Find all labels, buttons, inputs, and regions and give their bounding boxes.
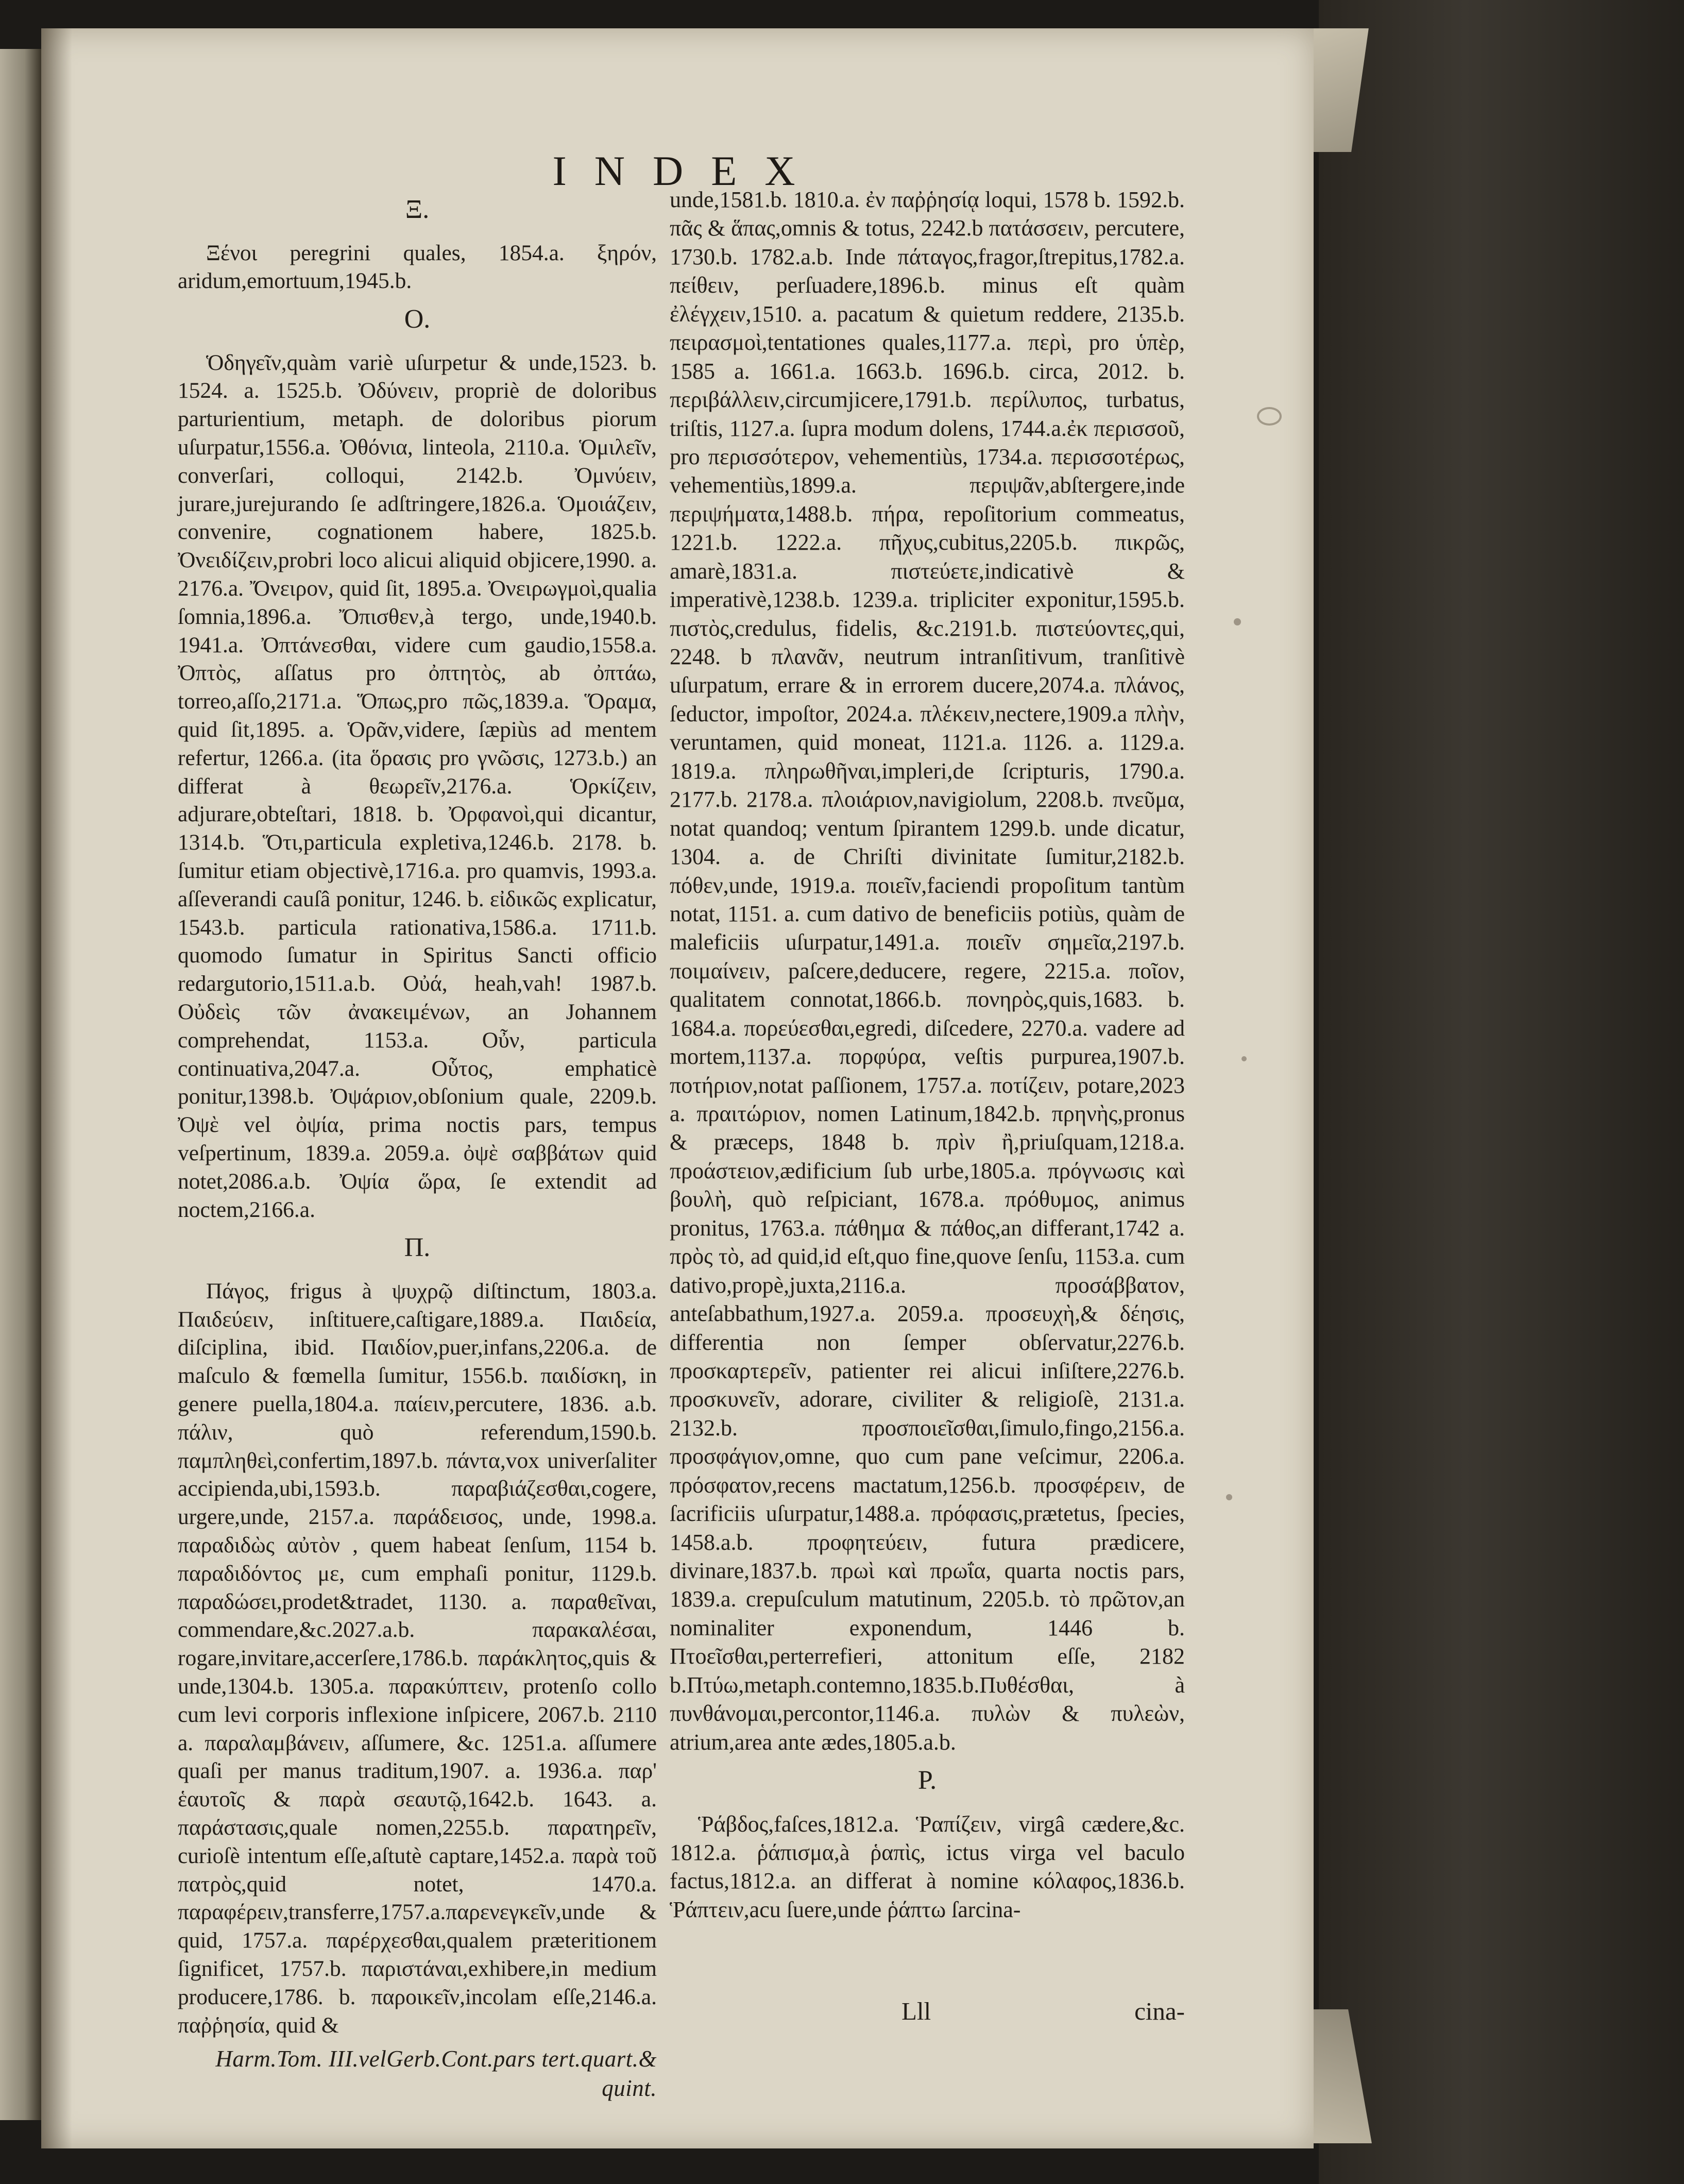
- section-letter-pi: Π.: [404, 1233, 431, 1263]
- page-header: INDEX: [552, 147, 823, 194]
- entry-paragraph: Ξένοι peregrini quales, 1854.a. ξηρόν, aridum,emortuum,1945.b.: [178, 240, 657, 294]
- section-letter-o: O.: [404, 304, 431, 334]
- paper-speck: [1241, 1056, 1247, 1061]
- section-letter-xi: Ξ.: [405, 195, 430, 224]
- entry-paragraph: Πάγος, frigus à ψυχρῷ diſtinctum, 1803.a. Παιδεύειν, inſtituere,caſtigare,1889.a. Παιδεία, diſciplina, ibid. Παιδίον,puer,infans,2206.a. de maſculo & fœmella ſumitur, 1556.b. παιδίσκη, in genere puella,1804.a. παίειν,percutere, 1836. a.b. πάλιν, quò referendum,1590.b. παμπληθεὶ,confertim,1897.b. πάντα,vox univerſaliter accipienda,ubi,1593.b. παραβιάζεσθαι,cogere, urgere,unde, 2157.a. παράδεισος, unde, 1998.a. παραδιδὼς αὐτὸν , quem habeat ſenſum, 1154 b. παραδιδόντος με, cum emphaſi ponitur, 1129.b. παραδώσει,prodet&tradet, 1130. a. παραθεῖναι, commendare,&c.2027.a.b. παρακαλέσαι, rogare,invitare,accerſere,1786.b. παράκλητος,quis & unde,1304.b. 1305.a. παρακύπτειν, protenſo collo cum levi corporis inflexione inſpicere, 2067.b. 2110 a. παραλαμβάνειν, aſſumere, &c. 1251.a. aſſumere quaſi per manus traditum,1907. a. 1936.a. παρ' ἑαυτοῖς & παρὰ σεαυτῷ,1642.b. 1643. a. παράστασις,quale nomen,2255.b. παρατηρεῖν, curioſè intentum eſſe,aſtutè captare,1452.a. παρὰ τοῦ πατρὸς,quid notet, 1470.a. παραφέρειν,transferre,1757.a.παρενεγκεῖν,unde & quid, 1757.a. παρέρχεσθαι,qualem præteritionem ſignificet, 1757.b. παριστάναι,exhibere,in medium producere,1786. b. παροικεῖν,incolam eſſe,2146.a. παῤῥησία, quid &: [178, 1278, 657, 2038]
- footer-reference: Harm.Tom. III.velGerb.Cont.pars tert.quart.& quint.: [215, 2046, 657, 2102]
- catchword: cina-: [1134, 1997, 1185, 2025]
- entry-paragraph: Ῥάβδος,faſces,1812.a. Ῥαπίζειν, virgâ cædere,&c. 1812.a. ῥάπισμα,à ῥαπὶς, ictus virga vel baculo factus,1812.a. an differat à nomine κόλαφος,1836.b. Ῥάπτειν,acu ſuere,unde ῥάπτω ſarcina-: [670, 1811, 1185, 1922]
- paper-speck: [1226, 1494, 1232, 1500]
- entry-paragraph: unde,1581.b. 1810.a. ἐν παῤῥησίᾳ loqui, 1578 b. 1592.b. πᾶς & ἅπας,omnis & totus, 2242.b πατάσσειν, percutere, 1730.b. 1782.a.b. Inde πάταγος,fragor,ſtrepitus,1782.a. πείθειν, perſuadere,1896.b. minus eſt quàm ἐλέγχειν,1510. a. pacatum & quietum reddere, 2135.b. πειρασμοὶ,tentationes quales,1177.a. περὶ, pro ὑπὲρ, 1585 a. 1661.a. 1663.b. 1696.b. circa, 2012. b. περιβάλλειν,circumjicere,1791.b. περίλυπος, turbatus, triſtis, 1127.a. ſupra modum dolens, 1744.a.ἐκ περισσοῦ, pro περισσότερον, vehementiùs, 1734.a. περισσοτέρως, vehementiùs,1899.a. περιψᾶν,abſtergere,inde περιψήματα,1488.b. πήρα, repoſitorium commeatus, 1221.b. 1222.a. πῆχυς,cubitus,2205.b. πικρῶς, amarè,1831.a. πιστεύετε,indicativè & imperativè,1238.b. 1239.a. tripliciter exponitur,1595.b. πιστὸς,credulus, fidelis, &c.2191.b. πιστεύοντες,qui, 2248. b πλανᾶν, neutrum intranſitivum, tranſitivè uſurpatum, errare & in errorem ducere,2074.a. πλάνος, ſeductor, impoſtor, 2024.a. πλέκειν,nectere,1909.a πλὴν, veruntamen, quid moneat, 1121.a. 1126. a. 1129.a. 1819.a. πληρωθῆναι,impleri,de ſcripturis, 1790.a. 2177.b. 2178.a. πλοιάριον,navigiolum, 2208.b. πνεῦμα, notat quandoq; ventum ſpirantem 1299.b. unde dicatur, 1304. a. de Chriſti divinitate ſumitur,2182.b. πόθεν,unde, 1919.a. ποιεῖν,faciendi propoſitum tantùm notat, 1151. a. cum dativo de beneficiis potiùs, quàm de maleficiis uſurpatur,1491.a. ποιεῖν σημεῖα,2197.b. ποιμαίνειν, paſcere,deducere, regere, 2215.a. ποῖον, qualitatem connotat,1866.b. πονηρὸς,quis,1683. b. 1684.a. πορεύεσθαι,egredi, diſcedere, 2270.a. vadere ad mortem,1137.a. πορφύρα, veſtis purpurea,1907.b. ποτήριον,notat paſſionem, 1757.a. ποτίζειν, potare,2023 a. πραιτώριον, nomen Latinum,1842.b. πρηνὴς,pronus & præceps, 1848 b. πρὶν ἢ,priuſquam,1218.a. προάστειον,ædificium ſub urbe,1805.a. πρόγνωσις καὶ βουλὴ, quò reſpiciant, 1678.a. πρόθυμος, animus pronitus, 1763.a. πάθημα & πάθος,an differant,1742 a. πρὸς τὸ, ad quid,id eſt,quo fine,quove ſenſu, 1153.a. cum dativo,propè,juxta,2116.a. προσάββατον, anteſabbathum,1927.a. 2059.a. προσευχὴ,& δέησις, differentia non ſemper obſervatur,2276.b. προσκαρτερεῖν, patienter rei alicui inſiſtere,2276.b. προσκυνεῖν, adorare, civiliter & religioſè, 2131.a. 2132.b. προσποιεῖσθαι,ſimulo,fingo,2156.a. προσφάγιον,omne, quo cum pane veſcimur, 2206.a. πρόσφατον,recens mactatum,1256.b. προσφέρειν, de ſacrificiis uſurpatur,1488.a. πρόφασις,prætetus, ſpecies, 1458.a.b. προφητεύειν, futura prædicere, divinare,1837.b. πρωὶ καὶ πρωΐα, quarta noctis pars, 1839.a. crepuſculum matutinum, 2205.b. τὸ πρῶτον,an nominaliter exponendum, 1446 b. Πτοεῖσθαι,perterrefieri, attonitum eſſe, 2182 b.Πτύω,metaph.contemno,1835.b.Πυθέσθαι, à πυνθάνομαι,percontor,1146.a. πυλὼν & πυλεὼν, atrium,area ante ædes,1805.a.b.: [670, 187, 1185, 1755]
- left-page-edge: [0, 49, 41, 2120]
- left-column: [178, 185, 657, 2103]
- book-cover-edge: [1319, 0, 1684, 2184]
- page-gutter-shadow: [41, 28, 72, 2148]
- right-column: [670, 185, 1185, 1929]
- section-letter-rho: P.: [917, 1766, 937, 1796]
- entry-paragraph: Ὁδηγεῖν,quàm variè uſurpetur & unde,1523. b. 1524. a. 1525.b. Ὀδύνειν, propriè de doloribus parturientium, metaph. de doloribus piorum uſurpatur,1556.a. Ὀθόνια, linteola, 2110.a. Ὁμιλεῖν, converſari, colloqui, 2142.b. Ὀμνύειν, jurare,jurejurando ſe adſtringere,1826.a. Ὁμοιάζειν, convenire, cognationem habere, 1825.b. Ὀνειδίζειν,probri loco alicui aliquid objicere,1990. a. 2176.a. Ὄνειρον, quid ſit, 1895.a. Ὀνειρωγμοὶ,qualia ſomnia,1896.a. Ὄπισθεν,à tergo, unde,1940.b. 1941.a. Ὀπτάνεσθαι, videre cum gaudio,1558.a. Ὀπτὸς, aſſatus pro ὀπτητὸς, ab ὀπτάω, torreo,aſſo,2171.a. Ὅπως,pro πῶς,1839.a. Ὅραμα, quid ſit,1895. a. Ὁρᾶν,videre, ſæpiùs ad mentem refertur, 1266.a. (ita ὅρασις pro γνῶσις, 1273.b.) an differat à θεωρεῖν,2176.a. Ὁρκίζειν, adjurare,obteſtari, 1818. b. Ὀρφανοὶ,qui dicantur, 1314.b. Ὅτι,particula expletiva,1246.b. 2178. b. ſumitur etiam objectivè,1716.a. pro quamvis, 1993.a. aſſeverandi cauſâ ponitur, 1246. b. εἰδικῶς explicatur, 1543.b. particula rationativa,1586.a. 1711.b. quomodo ſumatur in Spiritus Sancti officio redargutorio,1511.a.b. Οὐά, heah,vah! 1987.b. Οὐδεὶς τῶν ἀνακειμένων, an Johannem comprehendat, 1153.a. Οὖν, particula continuativa,2047.a. Οὗτος, emphaticè ponitur,1398.b. Ὀψάριον,obſonium quale, 2209.b. Ὀψὲ vel ὀψία, prima noctis pars, tempus veſpertinum, 1839.a. 2059.a. ὀψὲ σαββάτων quid notet,2086.a.b. Ὀψία ὥρα, ſe extendit ad noctem,2166.a.: [178, 350, 657, 1222]
- paper-blemish: [1257, 407, 1282, 426]
- paper-speck: [1234, 618, 1241, 625]
- signature-mark: Lll: [901, 1997, 931, 2025]
